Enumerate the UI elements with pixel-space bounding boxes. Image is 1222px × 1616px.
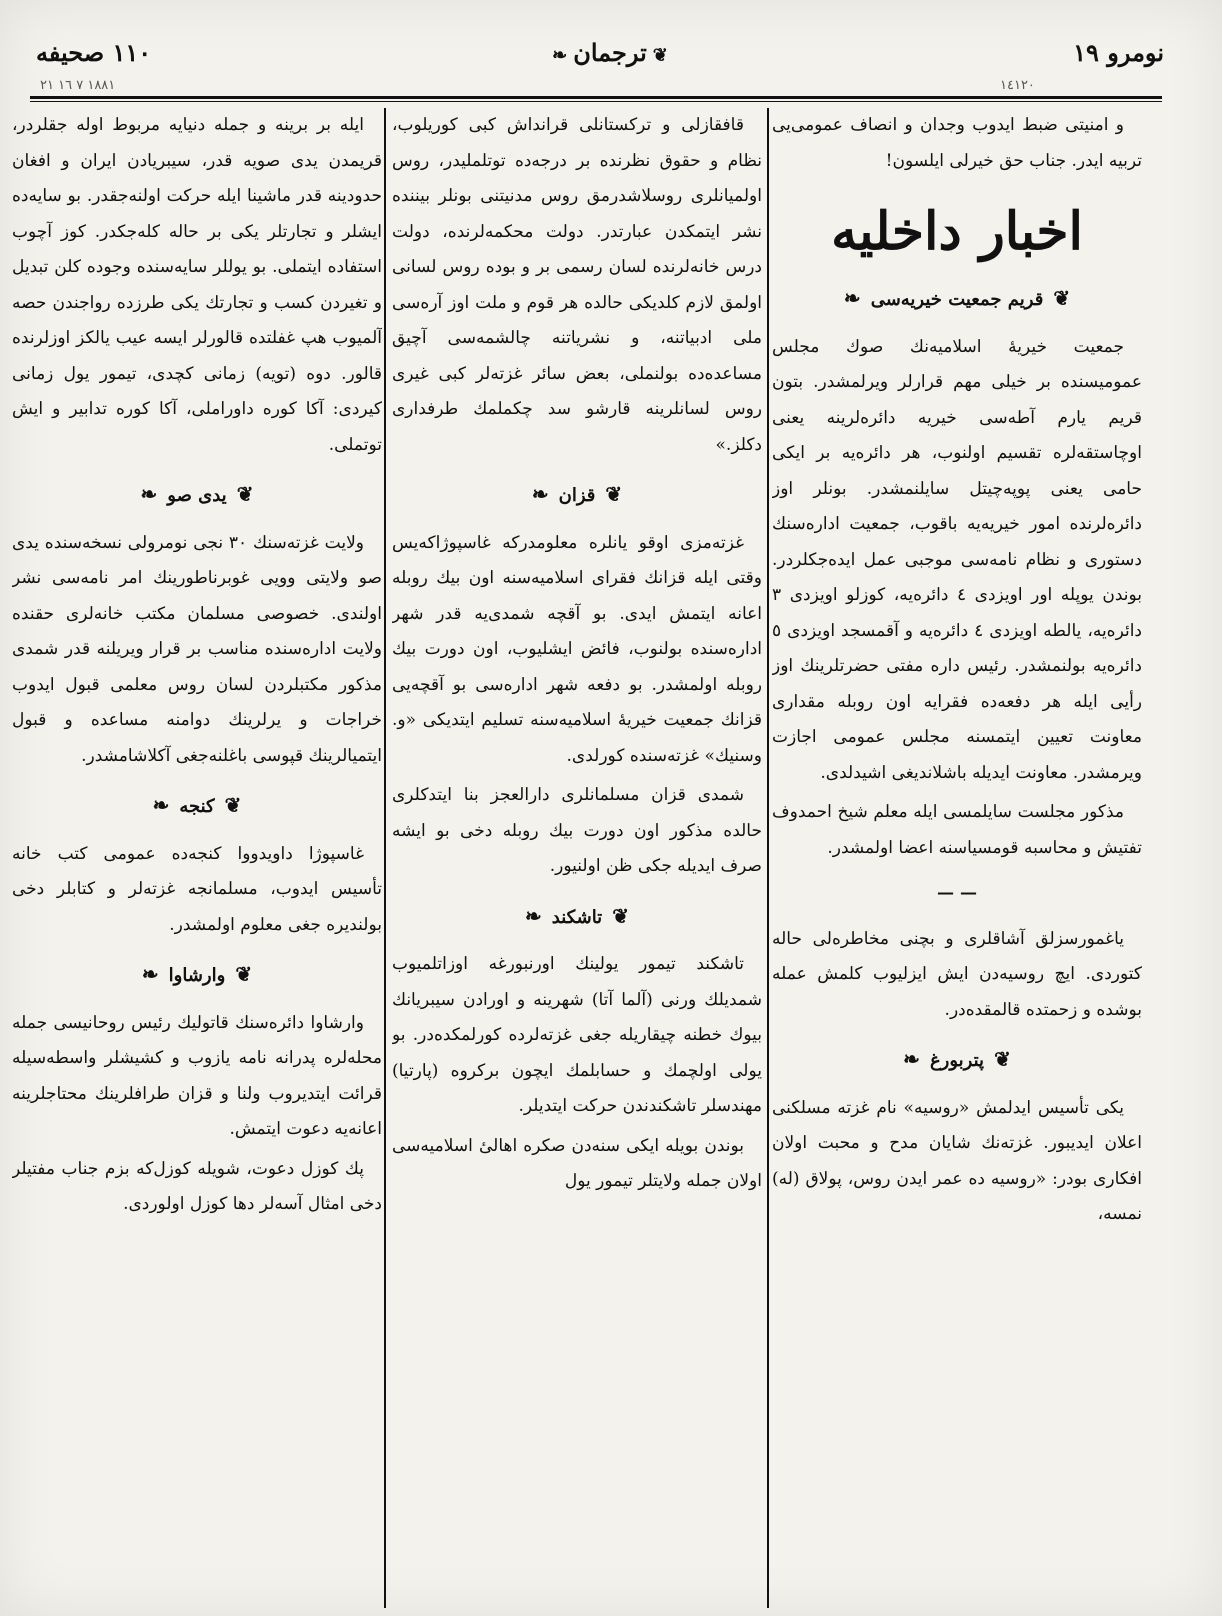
section-heading-text: قریم جمعیت خیریه‌سی — [870, 289, 1044, 310]
ornament-icon: ❧ — [552, 45, 568, 66]
section-heading-text: تاشکند — [551, 906, 603, 928]
ornament-icon: ❦ — [224, 793, 242, 817]
article-paragraph: و امنیتی ضبط ایدوب وجدان و انصاف عمومی‌یی تربیه ایدر. جناب حق خیرلی ایلسون! — [772, 115, 1142, 171]
issue-number: نومرو ١٩ — [1073, 38, 1164, 67]
section-heading — [12, 477, 382, 514]
ornament-icon: ❦ — [605, 482, 623, 506]
ornament-icon: ❦ — [652, 45, 668, 66]
column-right — [772, 108, 1142, 1608]
article-paragraph: یکی تأسیس ایدلمش «روسیه» نام غزته مسلکنی اعلان ایدیبور. غزته‌نك شایان مدح و محبت اولان افکاری بودر: «روسیه ده عمر ایدن روس، پولاق (له) نمسه، — [772, 1097, 1142, 1224]
ornament-icon: ❦ — [235, 962, 253, 986]
column-divider — [767, 108, 769, 1608]
article-paragraph: شمدی قزان مسلمانلری دارالعجز بنا ایتدکلری حالده مذکور اون دورت بیك روبله دخی بو ایشه صرف ایدیله جکی ظن اولنیور. — [392, 785, 762, 876]
ornament-icon: ❧ — [843, 286, 861, 310]
separator: — — — [937, 883, 977, 903]
page-number: ١١٠ صحيفه — [36, 38, 152, 67]
masthead-title-text: ترجمان — [573, 38, 647, 67]
section-heading-text: یدی صو — [167, 485, 227, 506]
article-paragraph: غزته‌مزی اوقو یانلره معلومدرکه غاسپوژاکه‌یس وقتی ایله قزانك فقرای اسلامیه‌سنه اون بیك روبله اعانه ایتمش ایدی. بو آقچه شمدی‌یه قدر شهر اداره‌سنده بولنوب، فائض ایشلیوب، اون دورت بیك روبله اولمشدر. بو دفعه شهر اداره‌سی بو آقچه‌یی قزانك جمعیت خیریهٔ اسلامیه‌سنه تسلیم ایتدیکی «و. وسنیك» غزته‌سنده کورلدی. — [392, 532, 762, 766]
column-middle — [392, 108, 762, 1608]
ornament-icon: ❧ — [141, 962, 159, 986]
section-heading — [12, 788, 382, 825]
section-heading — [392, 899, 762, 936]
article-paragraph: جمعیت خیریهٔ اسلامیه‌نك صوك مجلس عمومیسنده بر خیلی مهم قرارلر ویرلمشدر. بتون قریم یارم آطه‌سی خیریه دائره‌لرینه یعنی اوچاستقه‌لره تقسیم اولنوب، هر دائره‌یه بر ایکی حامی یعنی پوپه‌چیتل سایلنمشدر. بونلر اوز دائره‌لرنده امور خیریه‌یه باقوب، جمعیت اداره‌سنك دستوری و نظام نامه‌سی موجبی عمل ایده‌جکلردر. بوندن یوپله اور اویزدی ٤ دائره‌یه، کوزلو اویزدی ٣ دائره‌یه، یالطه اویزدی ٤ دائره‌یه و آقمسجد اویزدی ٥ دائره‌یه بولنمشدر. رئیس داره مفتی حضرتلرینك اوز رأیی ایله هر دفعه‌ده فقرایه اون روبله مقداری معاونت تعیین ایتمسنه مجلس عمومی اجازت ویرمشدر. معاونت ایدیله باشلاندیغی اشیدلدی. — [772, 336, 1142, 783]
ornament-icon: ❦ — [994, 1047, 1011, 1071]
article-paragraph: ایله بر برینه و جمله دنیایه مربوط اوله جقلردر، قریمدن یدی صویه قدر، سیبریادن ایران و افغان حدودینه قدر ماشینا ایله حرکت اولنه‌جقدر. بو سایه‌ده ایشلر و تجارتلر یکی بر حاله کله‌جکدر. کوز آچوب استفاده ایتملی. بو یوللر سایه‌سنده وجوده کلن تبدیل و تغیردن کسب و تجارتك یکی طرزده رواجندن حصه آلمیوب هپ غفلتده قالورلر ایسه عیب یالکز اوزلرنده قالور. دوه (تویه) زمانی کچدی، تیمور یول زمانی کیردی: آکا کوره داوراملی، آکا کوره تدابیر و ایش توتملی. — [12, 115, 382, 455]
ornament-icon: ❦ — [1053, 286, 1071, 310]
article-paragraph: ولایت غزته‌سنك ٣٠ نجی نومرولی نسخه‌سنده یدی صو ولایتی وویی غوبرناطورینك امر نامه‌سی نشر اولندی. خصوصی مسلمان مکتب خانه‌لری حقنده ولایت اداره‌سنده مناسب بر قرار ویریلنه قدر شمدی مذکور مکتبلردن لسان روس معلمی قبول ایدوب خراجات و یرلرینك دوامنه مساعده و قبول ایتمیالرینك قپوسی باغلنه‌جغی آکلاشامشدر. — [12, 532, 382, 766]
article-paragraph: وارشاوا دائره‌سنك قاتولیك رئیس روحانیسی جمله محله‌لره پدرانه نامه یازوب و کشیشلر واسطه‌سیله قرائت ایتدیروب ولنا و قزان طرافلرینك محتاجلرینه اعانه‌یه دعوت ایتمش. — [12, 1012, 382, 1139]
article-paragraph: قافقازلی و ترکستانلی قرانداش کبی کوریلوب، نظام و حقوق نظرنده بر درجه‌ده توتلملیدر، روس اولمیانلری روسلاشدرمق روس مدنیتنی بونلر بیننده نشر ایتمکدن عبارتدر. دولت محکمه‌لرنده، دولت درس خانه‌لرنده لسان رسمی بر و بوده روس لسانی اولمق لازم کلدیکی حالده هر قوم و ملت اوز آره‌سی ملی ادبیاتنه، و نشریاتنه چالشمه‌سی آچیق مساعده‌ده بولنملی، بعض سائر غزته‌لر کبی غیری روس لسانلرینه قارشو سد چکملمك طرفداری دکلز.» — [392, 115, 762, 455]
ornament-icon: ❦ — [236, 482, 254, 506]
section-heading-text: وارشاوا — [168, 965, 226, 986]
column-left — [12, 108, 382, 1608]
article-paragraph: یاغمورسزلق آشاقلری و بچنی مخاطره‌لی حاله کتوردی. ایچ روسیه‌دن ایش ایزلیوب کلمش عمله بوشده و زحمتده قالمقده‌در. — [772, 928, 1142, 1020]
handwritten-marks: ١٤١٢٠ — [1000, 78, 1035, 93]
article-paragraph: بوندن بویله ایکی سنه‌دن صکره اهالیٔ اسلامیه‌سی اولان جمله ولایتلر تیمور یول — [392, 1135, 762, 1191]
ornament-icon: ❧ — [152, 793, 170, 817]
ornament-icon: ❧ — [531, 482, 549, 506]
article-paragraph: تاشکند تیمور یولینك اورنبورغه اوزاتلمیوب شمدیلك ورنی (آلما آتا) شهرینه و اورادن سیبریانك بیوك خطنه چیقاریله جغی غزته‌لرده کورلمکده‌در. بو یولی اولچمك و حسابلمك ایچون برکروه (پارتیا) مهندسلر تاشکندندن حرکت ایتدیلر. — [392, 954, 762, 1116]
section-heading-text: پتربورغ — [929, 1050, 985, 1071]
section-heading — [772, 281, 1142, 318]
section-heading-text: کنجه — [179, 796, 215, 817]
ornament-icon: ❦ — [612, 903, 629, 928]
header-rule — [30, 96, 1162, 99]
ornament-icon: ❧ — [140, 482, 158, 506]
section-banner: اخبار داخلیه — [831, 201, 1083, 262]
section-heading — [772, 1042, 1142, 1079]
ornament-icon: ❧ — [903, 1047, 920, 1071]
column-divider — [384, 108, 386, 1608]
section-heading — [392, 477, 762, 514]
masthead-title — [520, 38, 700, 67]
article-paragraph: مذکور مجلست سایلمسی ایله معلم شیخ احمدوف تفتیش و محاسبه قومسیاسنه اعضا اولمشدر. — [772, 802, 1142, 858]
article-paragraph: پك کوزل دعوت، شویله کوزل‌که بزم جناب مفتیلر دخی امثال آسه‌لر دها کوزل اولوردی. — [12, 1158, 382, 1214]
section-heading — [12, 957, 382, 994]
ornament-icon: ❧ — [525, 903, 542, 928]
article-paragraph: غاسپوژا داویدووا کنجه‌ده عمومی کتب خانه تأسیس ایدوب، مسلمانجه غزته‌لر و کتابلر دخی بولندیره جغی معلوم اولمشدر. — [12, 843, 382, 935]
section-heading-text: قزان — [558, 485, 596, 506]
handwritten-marks: ١٨٨١ ٧ ١٦ ٢١ — [40, 78, 116, 93]
header-rule-thin — [30, 101, 1162, 102]
